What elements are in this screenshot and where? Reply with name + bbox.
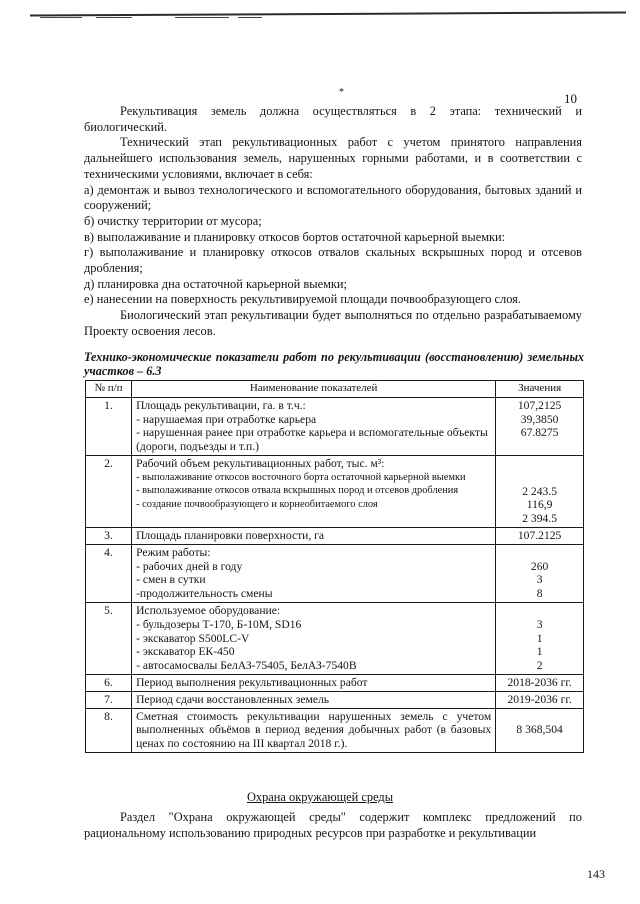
- row-value: 67.8275: [520, 426, 559, 440]
- row-number: 8.: [86, 708, 132, 752]
- row-value: 3: [536, 573, 543, 587]
- paragraph-biological-stage: Биологический этап рекультивации будет выполняться по отдельно разрабатываемому Проекту освоения лесов.: [84, 308, 582, 338]
- row-values: [496, 602, 584, 674]
- row-value: 1: [536, 645, 543, 659]
- table-row: [86, 708, 584, 752]
- row-value: 2 394.5: [522, 512, 557, 526]
- row-values: [496, 455, 584, 527]
- row-number: 3.: [86, 527, 132, 544]
- page-number-bottom: 143: [587, 867, 605, 881]
- row-name: Сметная стоимость рекультивации нарушенных земель с учетом выполненных объёмов в период ведения добычных работ (в базовых ценах по состоянию на III квартал 2018 г.).: [132, 708, 496, 752]
- row-value: 107,2125: [517, 398, 562, 412]
- closing-paragraph: Раздел "Охрана окружающей среды" содержит комплекс предложений по рациональному использованию природных ресурсов при разработке и рекультивации: [84, 810, 582, 840]
- row-value: 107.2125: [496, 527, 584, 544]
- row-line: - экскаватор S500LC-V: [136, 631, 250, 645]
- indicators-table: [85, 380, 584, 753]
- paragraph-stages: Рекультивация земель должна осуществляться в 2 этапа: технический и биологический.: [84, 104, 582, 134]
- list-item-b: б) очистку территории от мусора;: [84, 213, 262, 228]
- scan-artifact: [238, 17, 262, 18]
- row-line: - смен в сутки: [136, 573, 206, 587]
- column-header-number: № п/п: [86, 381, 132, 398]
- list-item-f: е) нанесении на поверхность рекультивируемой площади почвообразующего слоя.: [84, 292, 521, 307]
- row-number: 5.: [86, 602, 132, 674]
- list-item-a: а) демонтаж и вывоз технологического и вспомогательного оборудования, бытовых зданий и сооружений;: [84, 182, 582, 213]
- paragraph-technical-stage: Технический этап рекультивационных работ с учетом принятого направления дальнейшего использования земель, нарушенных горными работами, и в соответствии с техническими условиями, включает в себя:: [84, 135, 582, 181]
- row-name: Период выполнения рекультивационных работ: [132, 674, 496, 691]
- list-item-c: в) выполаживание и планировку откосов бортов остаточной карьерной выемки:: [84, 229, 506, 244]
- row-line: Площадь рекультивации, га. в т.ч.:: [136, 398, 306, 412]
- row-value: 39,3850: [520, 412, 559, 426]
- row-value: 2 243.5: [522, 484, 557, 498]
- table-row: [86, 602, 584, 674]
- row-line: - рабочих дней в году: [136, 559, 243, 573]
- row-number: 4.: [86, 544, 132, 602]
- row-name: [132, 602, 496, 674]
- list-item-e: д) планировка дна остаточной карьерной выемки;: [84, 276, 348, 291]
- list-item-d: г) выполаживание и планировку откосов отвалов скальных вскрышных пород и отсевов дробления;: [84, 245, 582, 276]
- row-name: [132, 544, 496, 602]
- row-line: Рабочий объем рекультивационных работ, тыс. м³:: [136, 456, 385, 470]
- row-line: - создание почвообразующего и корнеобитаемого слоя: [136, 498, 378, 510]
- page-number-top: 10: [564, 91, 577, 106]
- row-number: 6.: [86, 674, 132, 691]
- row-values: [496, 397, 584, 455]
- row-name: Площадь планировки поверхности, га: [132, 527, 496, 544]
- row-value: 2019-2036 гг.: [496, 691, 584, 708]
- row-value: 3: [536, 617, 543, 631]
- section-heading: Охрана окружающей среды: [246, 790, 394, 804]
- scan-border-line: [30, 11, 626, 16]
- row-line: - нарушаемая при отработке карьера: [136, 412, 317, 426]
- table-row: [86, 544, 584, 602]
- row-value: 8 368,504: [496, 708, 584, 752]
- row-line: - выполаживание откосов восточного борта остаточной карьерной выемки: [136, 471, 466, 483]
- table-row: [86, 691, 584, 708]
- body-text: [84, 104, 582, 340]
- row-line: - экскаватор ЕК-450: [136, 645, 235, 659]
- row-line: Используемое оборудование:: [136, 603, 281, 617]
- row-value: 1: [536, 631, 543, 645]
- table-row: [86, 397, 584, 455]
- scan-mark: *: [339, 87, 344, 98]
- row-value: 2: [536, 659, 543, 673]
- row-name: Период сдачи восстановленных земель: [132, 691, 496, 708]
- row-line: Режим работы:: [136, 545, 211, 559]
- row-line: - нарушенная ранее при отработке карьера и вспомогательные объекты (дороги, подъезды и т.п.): [136, 426, 488, 454]
- row-values: [496, 544, 584, 602]
- row-line: - автосамосвалы БелАЗ-75405, БелАЗ-7540В: [136, 659, 357, 673]
- row-name: [132, 455, 496, 527]
- column-header-value: Значения: [496, 381, 584, 398]
- row-line: - бульдозеры Т-170, Б-10М, SD16: [136, 617, 302, 631]
- row-name: [132, 397, 496, 455]
- row-number: 7.: [86, 691, 132, 708]
- row-line: -продолжительность смены: [136, 587, 273, 601]
- row-value: 8: [536, 587, 543, 601]
- scan-artifact: [96, 17, 132, 18]
- table-header-row: [86, 381, 584, 398]
- table-row: [86, 674, 584, 691]
- scan-artifact: [40, 17, 82, 18]
- table-caption: Технико-экономические показатели работ по рекультивации (восстановлению) земельных участков – 6.3: [84, 350, 584, 378]
- row-line: - выполаживание откосов отвала вскрышных пород и отсевов дробления: [136, 485, 459, 497]
- column-header-name: Наименование показателей: [132, 381, 496, 398]
- table-row: [86, 527, 584, 544]
- row-value: 116,9: [526, 498, 553, 512]
- scan-artifact: [175, 17, 229, 18]
- row-number: 1.: [86, 397, 132, 455]
- row-value: 2018-2036 гг.: [496, 674, 584, 691]
- row-value: 260: [530, 559, 549, 573]
- table-row: [86, 455, 584, 527]
- row-number: 2.: [86, 455, 132, 527]
